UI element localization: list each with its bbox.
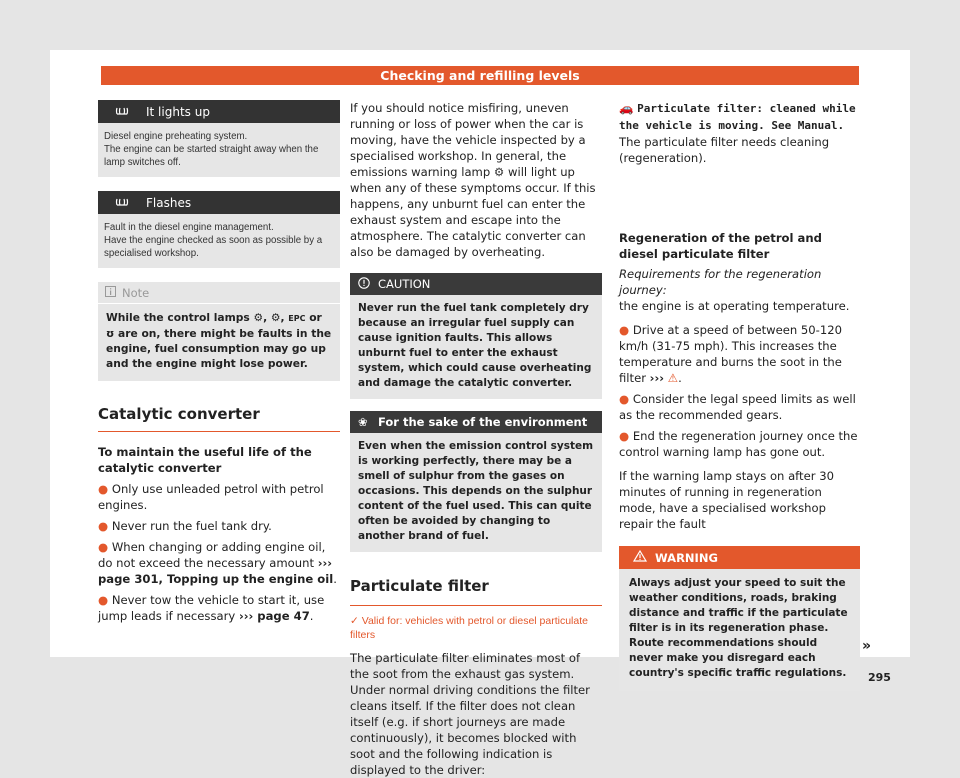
warning-title: WARNING (655, 550, 718, 565)
regen-after-text: If the warning lamp stays on after 30 minutes of running in regeneration mode, have a specialised workshop repair the fault (619, 469, 834, 531)
particulate-title: Particulate filter (350, 577, 602, 606)
caution-text: Never run the fuel tank completely dry because an irregular fuel supply can cause ignition faults. This allows unburnt fuel to enter the exhaust system, which could cause overheating and damage the catalytic converter. (358, 302, 592, 389)
column-left (98, 100, 340, 624)
caution-header (350, 273, 602, 295)
misfire-paragraph (350, 100, 602, 260)
glow-plug-icon: ʊ (106, 327, 115, 340)
misfire-text: If you should notice misfiring, uneven running or loss of power when the car is moving, have the vehicle inspected by a specialised workshop. In general, the emissions warning lamp (350, 101, 586, 179)
particulate-continued (619, 100, 860, 212)
lamp-flashes-title: Flashes (146, 195, 192, 210)
catalytic-bullet-4: ● Never tow the vehicle to start it, use jump leads if necessary ››› page 47. (98, 593, 325, 623)
environment-flower-icon: ❀ (358, 415, 368, 429)
emissions-lamp-icon: ⚙ (493, 165, 505, 179)
warning-text: Always adjust your speed to suit the weather conditions, roads, braking distance and traffic if the particulate filter is in its regeneration phase. Route recommendations should never make you disregard each country's specific traffic regulations. (629, 577, 848, 679)
environment-text: Even when the emission control system is working perfectly, there may be a smell of sulphur from the gases on occasions. This depends on the sulphur content of the fuel used. This can quite often be avoided by changing to another brand of fuel. (358, 440, 594, 542)
requirements-label: Requirements for the regeneration journey: (619, 267, 822, 297)
lamp-lights-box (98, 100, 340, 177)
catalytic-bullet-4-text: Never tow the vehicle to start it, use jump leads if necessary (98, 593, 325, 623)
caution-box (350, 273, 602, 399)
environment-title: For the sake of the environment (378, 415, 588, 429)
warning-ref-link[interactable]: ››› (649, 371, 665, 385)
warning-box (619, 546, 860, 691)
regen-bullet-3-text: End the regeneration journey once the control warning lamp has gone out. (619, 429, 858, 459)
lamp-lights-text (98, 123, 340, 177)
jump-leads-page-link[interactable]: ››› page 47 (238, 609, 310, 623)
lamp-flashes-header (98, 191, 340, 214)
car-lamp-icon: 🚗 (619, 101, 634, 115)
catalytic-title: Catalytic converter (98, 405, 340, 432)
lamp-lights-header (98, 100, 340, 123)
glow-plug-icon (98, 196, 146, 210)
checkmark-icon: ✓ (350, 615, 359, 627)
lamp-flashes-box (98, 191, 340, 268)
lamp-flashes-text (98, 214, 340, 268)
exhaust-lamp-icon: ⚙ (270, 311, 281, 324)
catalytic-bullet-1-text: Only use unleaded petrol with petrol engines. (98, 482, 324, 512)
caution-icon (350, 277, 378, 292)
regen-bullet-2: ● Consider the legal speed limits as well as the recommended gears. (619, 392, 856, 422)
catalytic-intro: To maintain the useful life of the catalytic converter (98, 445, 312, 475)
environment-header (350, 411, 602, 433)
requirements-text: the engine is at operating temperature. (619, 299, 850, 313)
column-middle (350, 100, 602, 777)
warning-triangle-icon (619, 550, 655, 565)
regen-bullet-1-text: Drive at a speed of between 50-120 km/h (31-75 mph). This increases the temperature and burns the soot in the filter (619, 323, 842, 385)
section-header: Checking and refilling levels (101, 66, 859, 85)
catalytic-bullet-1: ● Only use unleaded petrol with petrol engines. (98, 482, 324, 512)
column-right (619, 100, 860, 691)
manual-page (50, 50, 910, 777)
lamp-lights-line-2: The engine can be started straight away when the lamp switches off. (104, 144, 319, 168)
engine-lamp-icon: ⚙ (253, 311, 264, 324)
particulate-end-text: The particulate filter needs cleaning (regeneration). (619, 135, 830, 165)
note-text-a: While the control lamps (106, 311, 250, 324)
particulate-intro: The particulate filter eliminates most of the soot from the exhaust gas system. Under normal driving conditions the filter cleans itself. If the filter does not clean itself (e.g. if short journeys are made continuously), it becomes blocked with soot and the following indication is displayed to the driver: (350, 651, 590, 777)
page-number: 295 (868, 671, 891, 684)
environment-box (350, 411, 602, 552)
note-header (98, 282, 340, 304)
note-text-b: or (309, 311, 322, 324)
continued-mark: » (862, 638, 872, 654)
valid-for-note (350, 614, 602, 642)
display-message: Particulate filter: cleaned while the vehicle is moving. See Manual. (619, 102, 856, 132)
note-text: While the control lamps ⚙, ⚙, EPC or ʊ are on, there might be faults in the engine, fuel consumption may go up and the engine might lose power. (106, 311, 332, 370)
warning-header (619, 546, 860, 569)
valid-for-text: Valid for: vehicles with petrol or diesel particulate filters (350, 615, 588, 641)
glow-plug-icon (98, 105, 146, 119)
catalytic-bullet-2: ● Never run the fuel tank dry. (98, 519, 272, 533)
note-title: Note (122, 285, 150, 300)
regeneration-title: Regeneration of the petrol and diesel particulate filter (619, 231, 822, 261)
warning-triangle-icon: ⚠ (667, 371, 679, 385)
lamp-flashes-line-2: Have the engine checked as soon as possible by a specialised workshop. (104, 235, 323, 259)
catalytic-bullet-2-text: Never run the fuel tank dry. (111, 519, 272, 533)
info-icon (98, 286, 122, 300)
catalytic-bullet-3: ● When changing or adding engine oil, do not exceed the necessary amount ››› page 301, Topping up the engine oil. (98, 540, 337, 586)
note-text-c: are on, there might be faults in the engine, fuel consumption may go up and the engine might lose power. (106, 327, 332, 370)
epc-lamp-icon: EPC (288, 314, 306, 323)
regen-bullet-1: ● Drive at a speed of between 50-120 km/h (31-75 mph). This increases the temperature and burns the soot in the filter ››› ⚠. (619, 323, 842, 385)
lamp-lights-title: It lights up (146, 104, 210, 119)
regen-bullet-2-text: Consider the legal speed limits as well as the recommended gears. (619, 392, 856, 422)
caution-title: CAUTION (378, 277, 431, 291)
note-box (98, 282, 340, 381)
misfire-text-2: will light up when any of these symptoms occur. If this happens, any unburnt fuel can enter the exhaust system and escape into the atmosphere. The catalytic converter can also be damaged by overheating. (350, 165, 596, 259)
regen-bullet-3: ● End the regeneration journey once the control warning lamp has gone out. (619, 429, 858, 459)
lamp-lights-line-1: Diesel engine preheating system. (104, 131, 248, 142)
lamp-flashes-line-1: Fault in the diesel engine management. (104, 222, 274, 233)
oil-page-link[interactable]: ››› page 301, Topping up the engine oil (98, 556, 334, 586)
catalytic-bullet-3-text: When changing or adding engine oil, do not exceed the necessary amount (98, 540, 326, 570)
